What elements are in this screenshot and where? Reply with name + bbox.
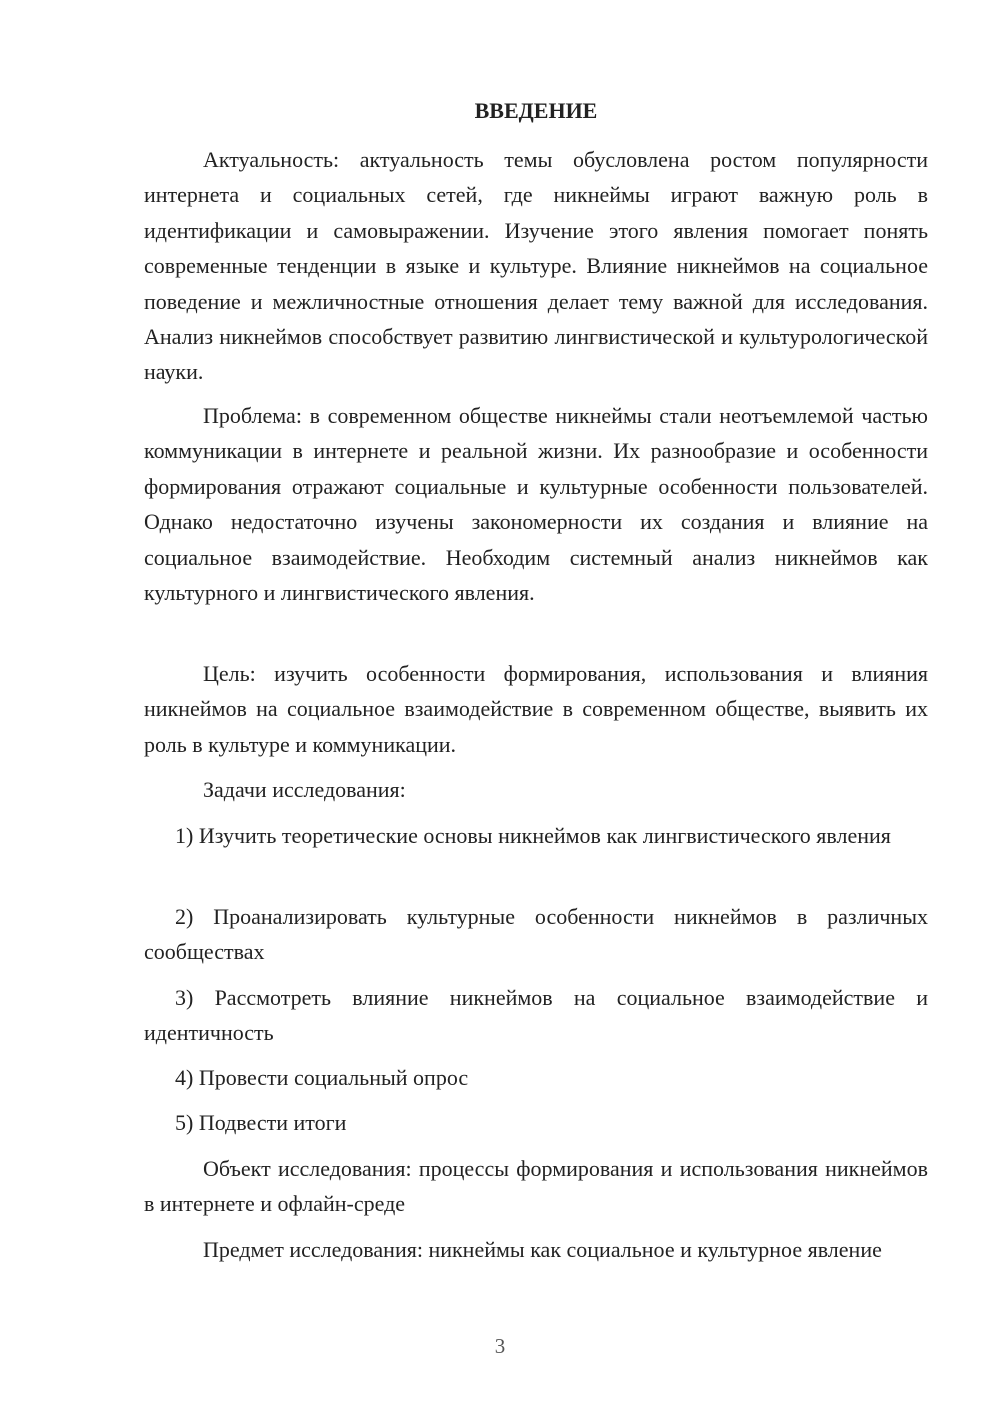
paragraph-goal: Цель: изучить особенности формирования, использования и влияния никнеймов на социальное взаимодействие в современном обществе, выявить их роль в культуре и коммуникации. (144, 661, 928, 757)
tasks-heading: Задачи исследования: (203, 777, 406, 802)
page-title: ВВЕДЕНИЕ (474, 98, 598, 123)
paragraph-object: Объект исследования: процессы формирования и использования никнеймов в интернете и офлайн-среде (144, 1156, 928, 1217)
task-item-1: 1) Изучить теоретические основы никнеймов как лингвистического явления (175, 823, 891, 848)
task-item-3: 3) Рассмотреть влияние никнеймов на социальное взаимодействие и идентичность (144, 985, 928, 1046)
paragraph-relevance: Актуальность: актуальность темы обусловлена ростом популярности интернета и социальных сетей, где никнеймы играют важную роль в идентификации и самовыражении. Изучение этого явления помогает понять современные тенденции в языке и культуре. Влияние никнеймов на социальное поведение и межличностные отношения делает тему важной для исследования. Анализ никнеймов способствует развитию лингвистической и культурологической науки. (144, 147, 928, 385)
task-item-2: 2) Проанализировать культурные особенности никнеймов в различных сообществах (144, 904, 928, 965)
page-number: 3 (494, 1334, 506, 1358)
task-item-5: 5) Подвести итоги (175, 1110, 347, 1135)
paragraph-problem: Проблема: в современном обществе никнеймы стали неотъемлемой частью коммуникации в интернете и реальной жизни. Их разнообразие и особенности формирования отражают социальные и культурные особенности пользователей. Однако недостаточно изучены закономерности их создания и влияние на социальное взаимодействие. Необходим системный анализ никнеймов как культурного и лингвистического явления. (144, 403, 928, 606)
task-item-4: 4) Провести социальный опрос (175, 1065, 469, 1090)
paragraph-subject: Предмет исследования: никнеймы как социальное и культурное явление (203, 1237, 882, 1262)
